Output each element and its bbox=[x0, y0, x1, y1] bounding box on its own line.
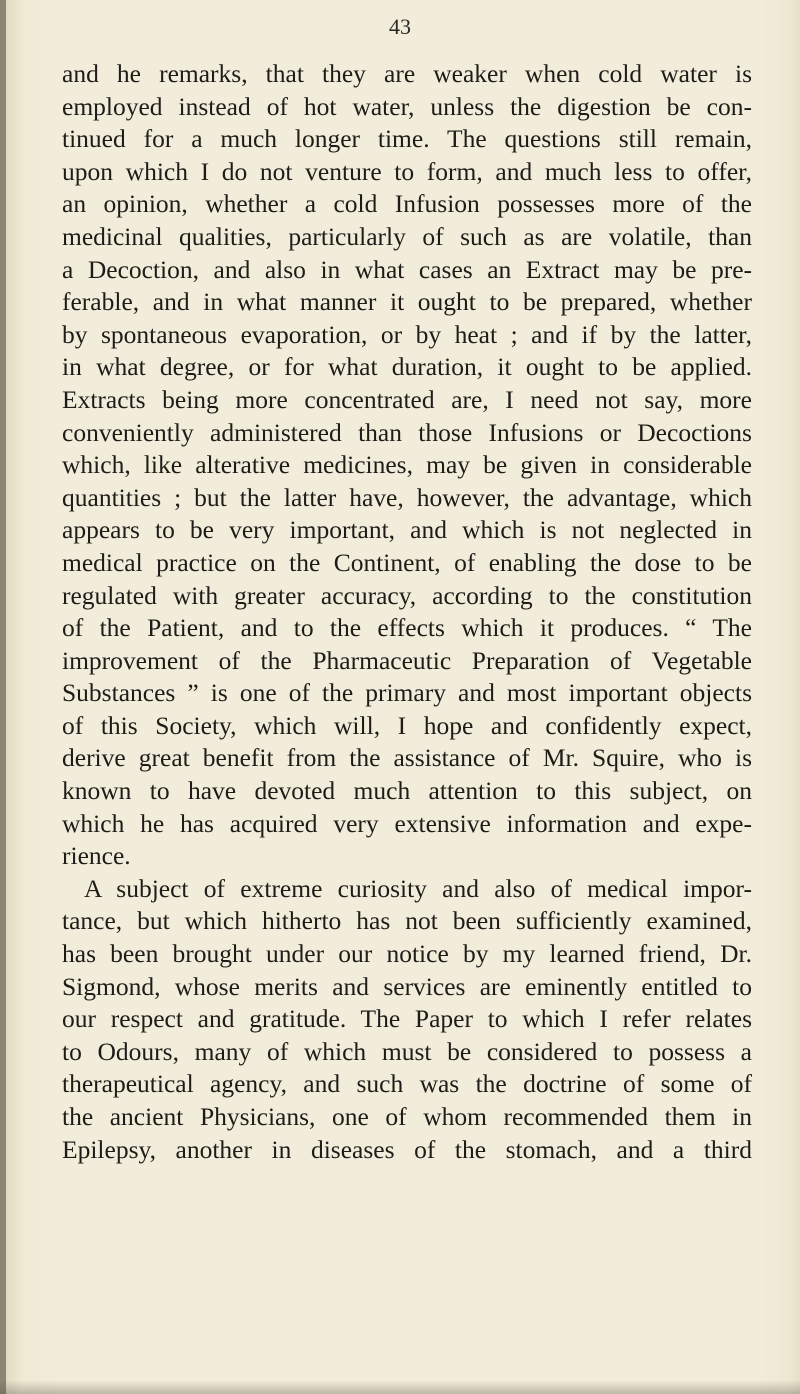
text-line: Substances ” is one of the primary and most important objects bbox=[62, 678, 752, 708]
text-line: quantities ; but the latter have, however, the advantage, which bbox=[62, 482, 752, 512]
text-line: rience. bbox=[62, 841, 131, 871]
text-line: medical practice on the Continent, of enabling the dose to be bbox=[62, 547, 752, 577]
text-line: by spontaneous evaporation, or by heat ; and if by the latter, bbox=[62, 319, 752, 349]
text-line: tinued for a much longer time. The questions still remain, bbox=[62, 124, 752, 154]
text-line: derive great benefit from the assistance of Mr. Squire, who is bbox=[62, 743, 752, 773]
page-edge-shadow bbox=[0, 1380, 800, 1394]
text-line: improvement of the Pharmaceutic Preparation of Vegetable bbox=[62, 645, 752, 675]
text-line: the ancient Physicians, one of whom recommended them in bbox=[62, 1102, 752, 1131]
text-line: of this Society, which will, I hope and confidently expect, bbox=[62, 710, 752, 740]
text-line: employed instead of hot water, unless the digestion be con- bbox=[62, 91, 752, 121]
text-line: Extracts being more concentrated are, I need not say, more bbox=[62, 384, 752, 414]
text-line: appears to be very important, and which is not neglected in bbox=[62, 515, 752, 545]
text-line: tance, but which hitherto has not been sufficiently examined, bbox=[62, 906, 752, 936]
text-line: known to have devoted much attention to this subject, on bbox=[62, 776, 752, 806]
text-line: A subject of extreme curiosity and also of medical impor- bbox=[84, 873, 752, 903]
text-line: which, like alterative medicines, may be given in considerable bbox=[62, 450, 752, 480]
paragraph bbox=[62, 873, 752, 1166]
page-number: 43 bbox=[389, 14, 411, 39]
text-line: Epilepsy, another in diseases of the stomach, and a third bbox=[62, 1134, 752, 1164]
text-line: our respect and gratitude. The Paper to which I refer relates bbox=[62, 1004, 752, 1034]
text-line: medicinal qualities, particularly of such as are volatile, than bbox=[62, 221, 752, 251]
paragraph bbox=[62, 58, 752, 873]
body-text bbox=[62, 58, 752, 1166]
text-line: has been brought under our notice by my learned friend, Dr. bbox=[62, 939, 752, 969]
text-line: conveniently administered than those Infusions or Decoctions bbox=[62, 417, 752, 447]
text-line: in what degree, or for what duration, it ought to be applied. bbox=[62, 352, 752, 382]
text-line: and he remarks, that they are weaker when cold water is bbox=[62, 59, 752, 88]
text-line: regulated with greater accuracy, according to the constitution bbox=[62, 580, 752, 610]
text-line: upon which I do not venture to form, and much less to offer, bbox=[62, 156, 752, 186]
text-line: therapeutical agency, and such was the doctrine of some of bbox=[62, 1069, 752, 1099]
text-line: which he has acquired very extensive information and expe- bbox=[62, 808, 752, 838]
text-line: to Odours, many of which must be considered to possess a bbox=[62, 1036, 752, 1066]
text-line: ferable, and in what manner it ought to be prepared, whether bbox=[62, 287, 752, 317]
text-line: of the Patient, and to the effects which it produces. “ The bbox=[62, 613, 752, 643]
binding-gutter bbox=[0, 0, 6, 1394]
text-line: a Decoction, and also in what cases an Extract may be pre- bbox=[62, 254, 752, 284]
text-line: an opinion, whether a cold Infusion possesses more of the bbox=[62, 189, 752, 219]
text-line: Sigmond, whose merits and services are eminently entitled to bbox=[62, 971, 752, 1001]
